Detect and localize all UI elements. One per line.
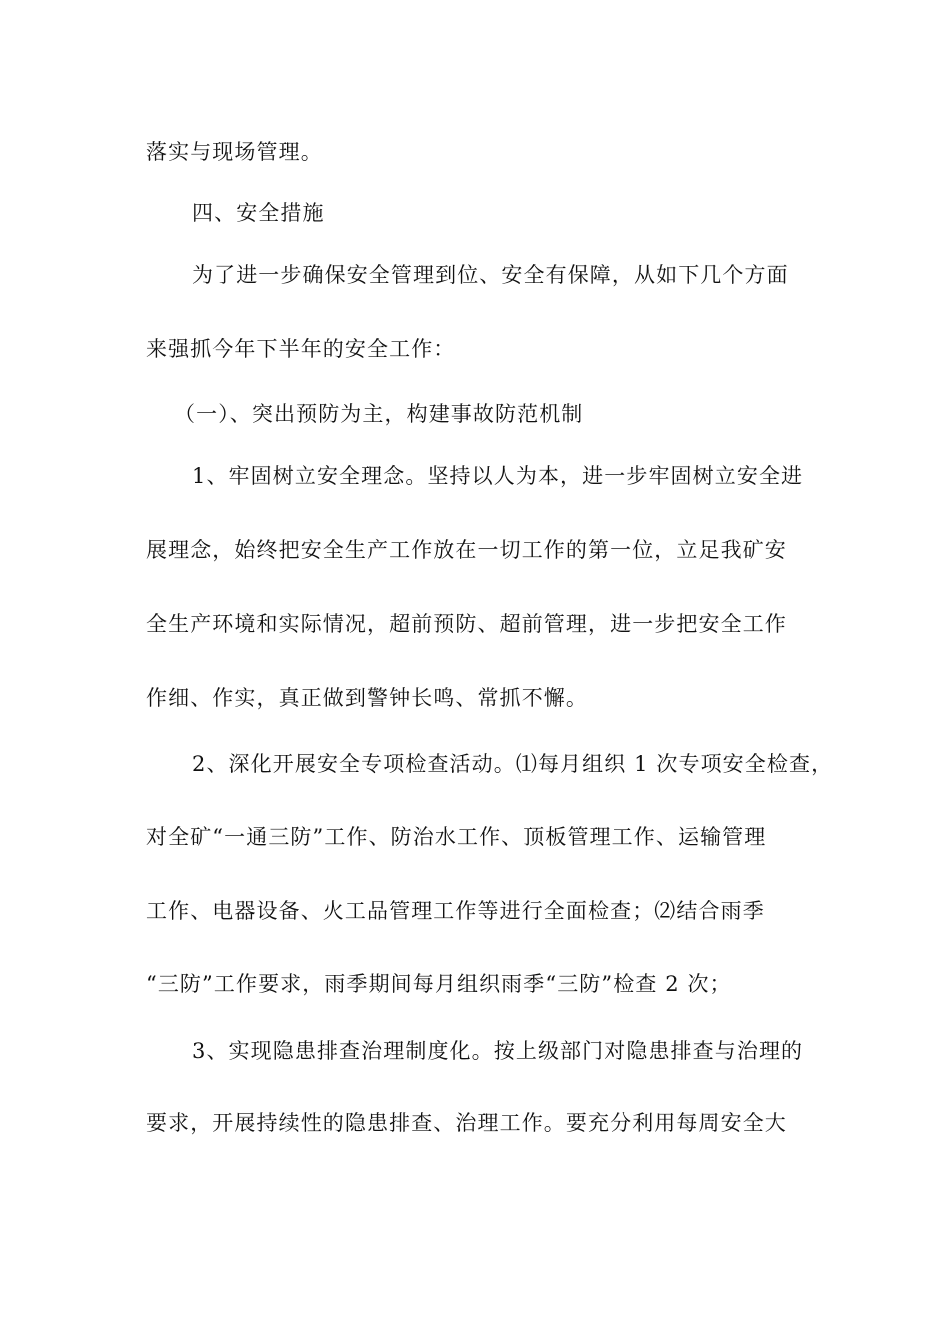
- paragraph-line: 全生产环境和实际情况，超前预防、超前管理，进一步把安全工作: [146, 612, 787, 636]
- paragraph-line: 3、实现隐患排查治理制度化。按上级部门对隐患排查与治理的: [192, 1039, 804, 1063]
- paragraph-line: “三防”工作要求，雨季期间每月组织雨季“三防”检查 2 次；: [146, 972, 732, 996]
- paragraph-line: 对全矿“一通三防”工作、防治水工作、顶板管理工作、运输管理: [146, 825, 767, 849]
- paragraph-line: 工作、电器设备、火工品管理工作等进行全面检查；⑵结合雨季: [146, 899, 765, 923]
- paragraph-line: 来强抓今年下半年的安全工作：: [146, 337, 456, 361]
- paragraph-line: 作细、作实，真正做到警钟长鸣、常抓不懈。: [146, 686, 588, 710]
- section-heading: 四、安全措施: [192, 201, 325, 225]
- paragraph-line: 2、深化开展安全专项检查活动。⑴每月组织 1 次专项安全检查，: [192, 752, 834, 776]
- paragraph-line: 1、牢固树立安全理念。坚持以人为本，进一步牢固树立安全进: [192, 464, 804, 488]
- paragraph-line: 落实与现场管理。: [146, 140, 323, 164]
- paragraph-line: 展理念，始终把安全生产工作放在一切工作的第一位，立足我矿安: [146, 538, 787, 562]
- paragraph-line: 为了进一步确保安全管理到位、安全有保障，从如下几个方面: [192, 263, 789, 287]
- paragraph-line: 要求，开展持续性的隐患排查、治理工作。要充分利用每周安全大: [146, 1111, 787, 1135]
- subsection-heading: （一）、突出预防为主，构建事故防范机制: [174, 402, 584, 426]
